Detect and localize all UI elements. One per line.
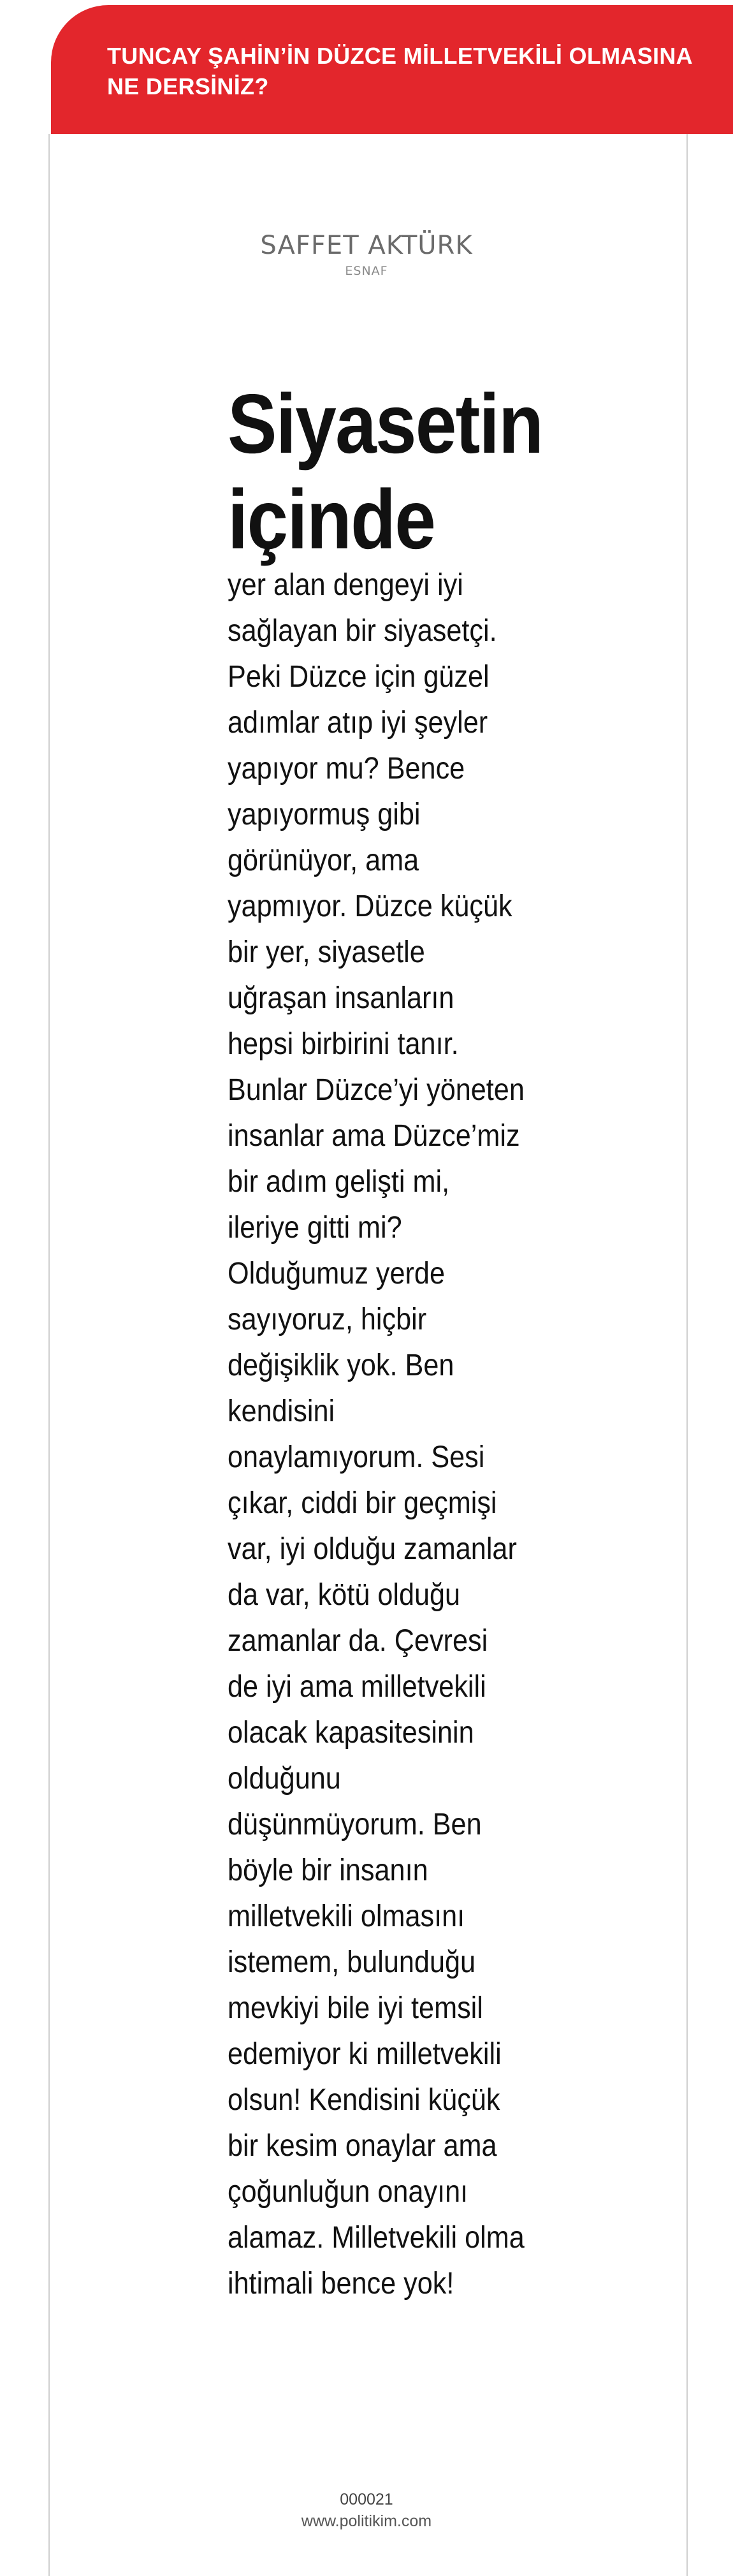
page-title: TUNCAY ŞAHİN’İN DÜZCE MİLLETVEKİLİ OLMASINA NE DERSİNİZ? — [107, 43, 692, 99]
header-banner — [51, 5, 733, 134]
author-role: ESNAF — [345, 264, 388, 278]
page-frame-right-border — [686, 134, 688, 2576]
article-body: yer alan dengeyi iyi sağlayan bir siyasetçi. Peki Düzce için güzel adımlar atıp iyi şeyler yapıyor mu? Bence yapıyormuş gibi görünüyor, ama yapmıyor. Düzce küçük bir yer, siyasetle uğraşan insanların hepsi birbirini tanır. Bunlar Düzce’yi yöneten insanlar ama Düzce’miz bir adım gelişti mi, ileriye gitti mi? Olduğumuz yerde sayıyoruz, hiçbir değişiklik yok. Ben kendisini onaylamıyorum. Sesi çıkar, ciddi bir geçmişi var, iyi olduğu zamanlar da var, kötü olduğu zamanlar da. Çevresi de iyi ama milletvekili olacak kapasitesinin olduğunu düşünmüyorum. Ben böyle bir insanın milletvekili olmasını istemem, bulunduğu mevkiyi bile iyi temsil edemiyor ki milletvekili olsun! Kendisini küçük bir kesim onaylar ama çoğunluğun onayını alamaz. Milletvekili olma ihtimali bence yok! — [228, 568, 525, 2301]
page-frame-left-border — [48, 134, 50, 2576]
website-link[interactable]: www.politikim.com — [301, 2512, 432, 2530]
page-number: 000021 — [340, 2491, 393, 2508]
byline — [0, 230, 733, 279]
article — [228, 376, 584, 2307]
page-footer — [0, 2489, 733, 2532]
article-headline: Siyasetin içinde — [228, 377, 543, 566]
author-name: SAFFET AKTÜRK — [260, 231, 473, 260]
